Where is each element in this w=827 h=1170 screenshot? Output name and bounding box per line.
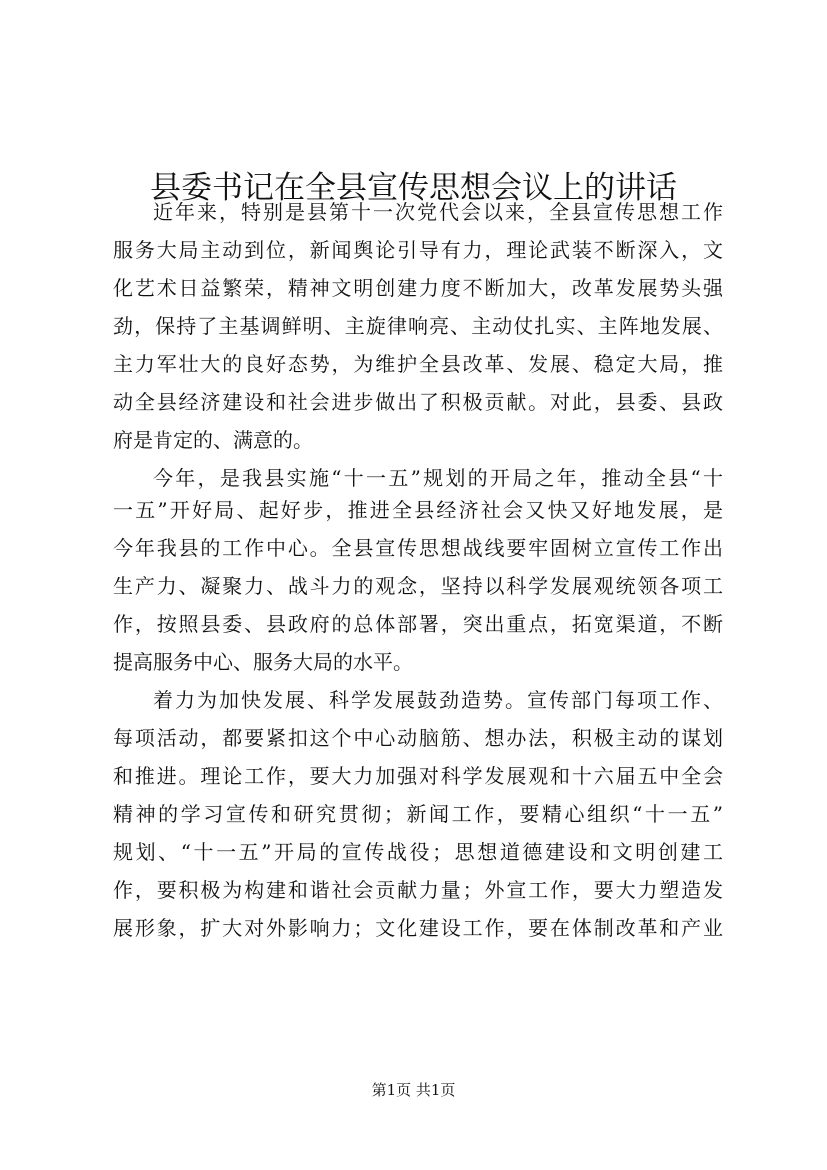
paragraph-1-line-4: 劲，保持了主基调鲜明、主旋律响亮、主动仗扎实、主阵地发展、 [113,314,723,338]
paragraph-3-line-2: 每项活动，都要紧扣这个中心动脑筋、想办法，积极主动的谋划 [113,726,723,750]
document-title: 县委书记在全县宣传思想会议上的讲话 [150,169,677,206]
paragraph-1-line-5: 主力军壮大的良好态势，为维护全县改革、发展、稳定大局，推 [113,352,723,376]
paragraph-2-line-6: 提高服务中心、服务大局的水平。 [113,650,413,674]
paragraph-2-line-5: 作，按照县委、县政府的总体部署，突出重点，拓宽渠道，不断 [113,612,723,636]
paragraph-3-line-7: 展形象，扩大对外影响力；文化建设工作，要在体制改革和产业 [113,916,723,940]
paragraph-3-line-3: 和推进。理论工作，要大力加强对科学发展观和十六届五中全会 [113,764,723,788]
page-footer: 第1页 共1页 [371,1081,456,1099]
paragraph-1-line-2: 服务大局主动到位，新闻舆论引导有力，理论武装不断深入，文 [113,238,723,262]
paragraph-3-line-6: 作，要积极为构建和谐社会贡献力量；外宣工作，要大力塑造发 [113,878,723,902]
paragraph-3-line-4: 精神的学习宣传和研究贯彻；新闻工作，要精心组织“十一五” [113,802,723,826]
paragraph-1-line-6: 动全县经济建设和社会进步做出了积极贡献。对此，县委、县政 [113,390,723,414]
paragraph-2-line-4: 生产力、凝聚力、战斗力的观念，坚持以科学发展观统领各项工 [113,574,723,598]
paragraph-1-line-3: 化艺术日益繁荣，精神文明创建力度不断加大，改革发展势头强 [113,276,723,300]
paragraph-3-line-5: 规划、“十一五”开局的宣传战役；思想道德建设和文明创建工 [113,840,723,864]
paragraph-2-line-3: 今年我县的工作中心。全县宣传思想战线要牢固树立宣传工作出 [113,536,723,560]
paragraph-1-line-1: 近年来，特别是县第十一次党代会以来，全县宣传思想工作 [153,200,723,224]
paragraph-2-line-2: 一五”开好局、起好步，推进全县经济社会又快又好地发展，是 [113,498,723,522]
paragraph-1-line-7: 府是肯定的、满意的。 [113,428,313,452]
paragraph-2-line-1: 今年，是我县实施“十一五”规划的开局之年，推动全县“十 [153,466,723,490]
paragraph-3-line-1: 着力为加快发展、科学发展鼓劲造势。宣传部门每项工作、 [153,688,723,712]
